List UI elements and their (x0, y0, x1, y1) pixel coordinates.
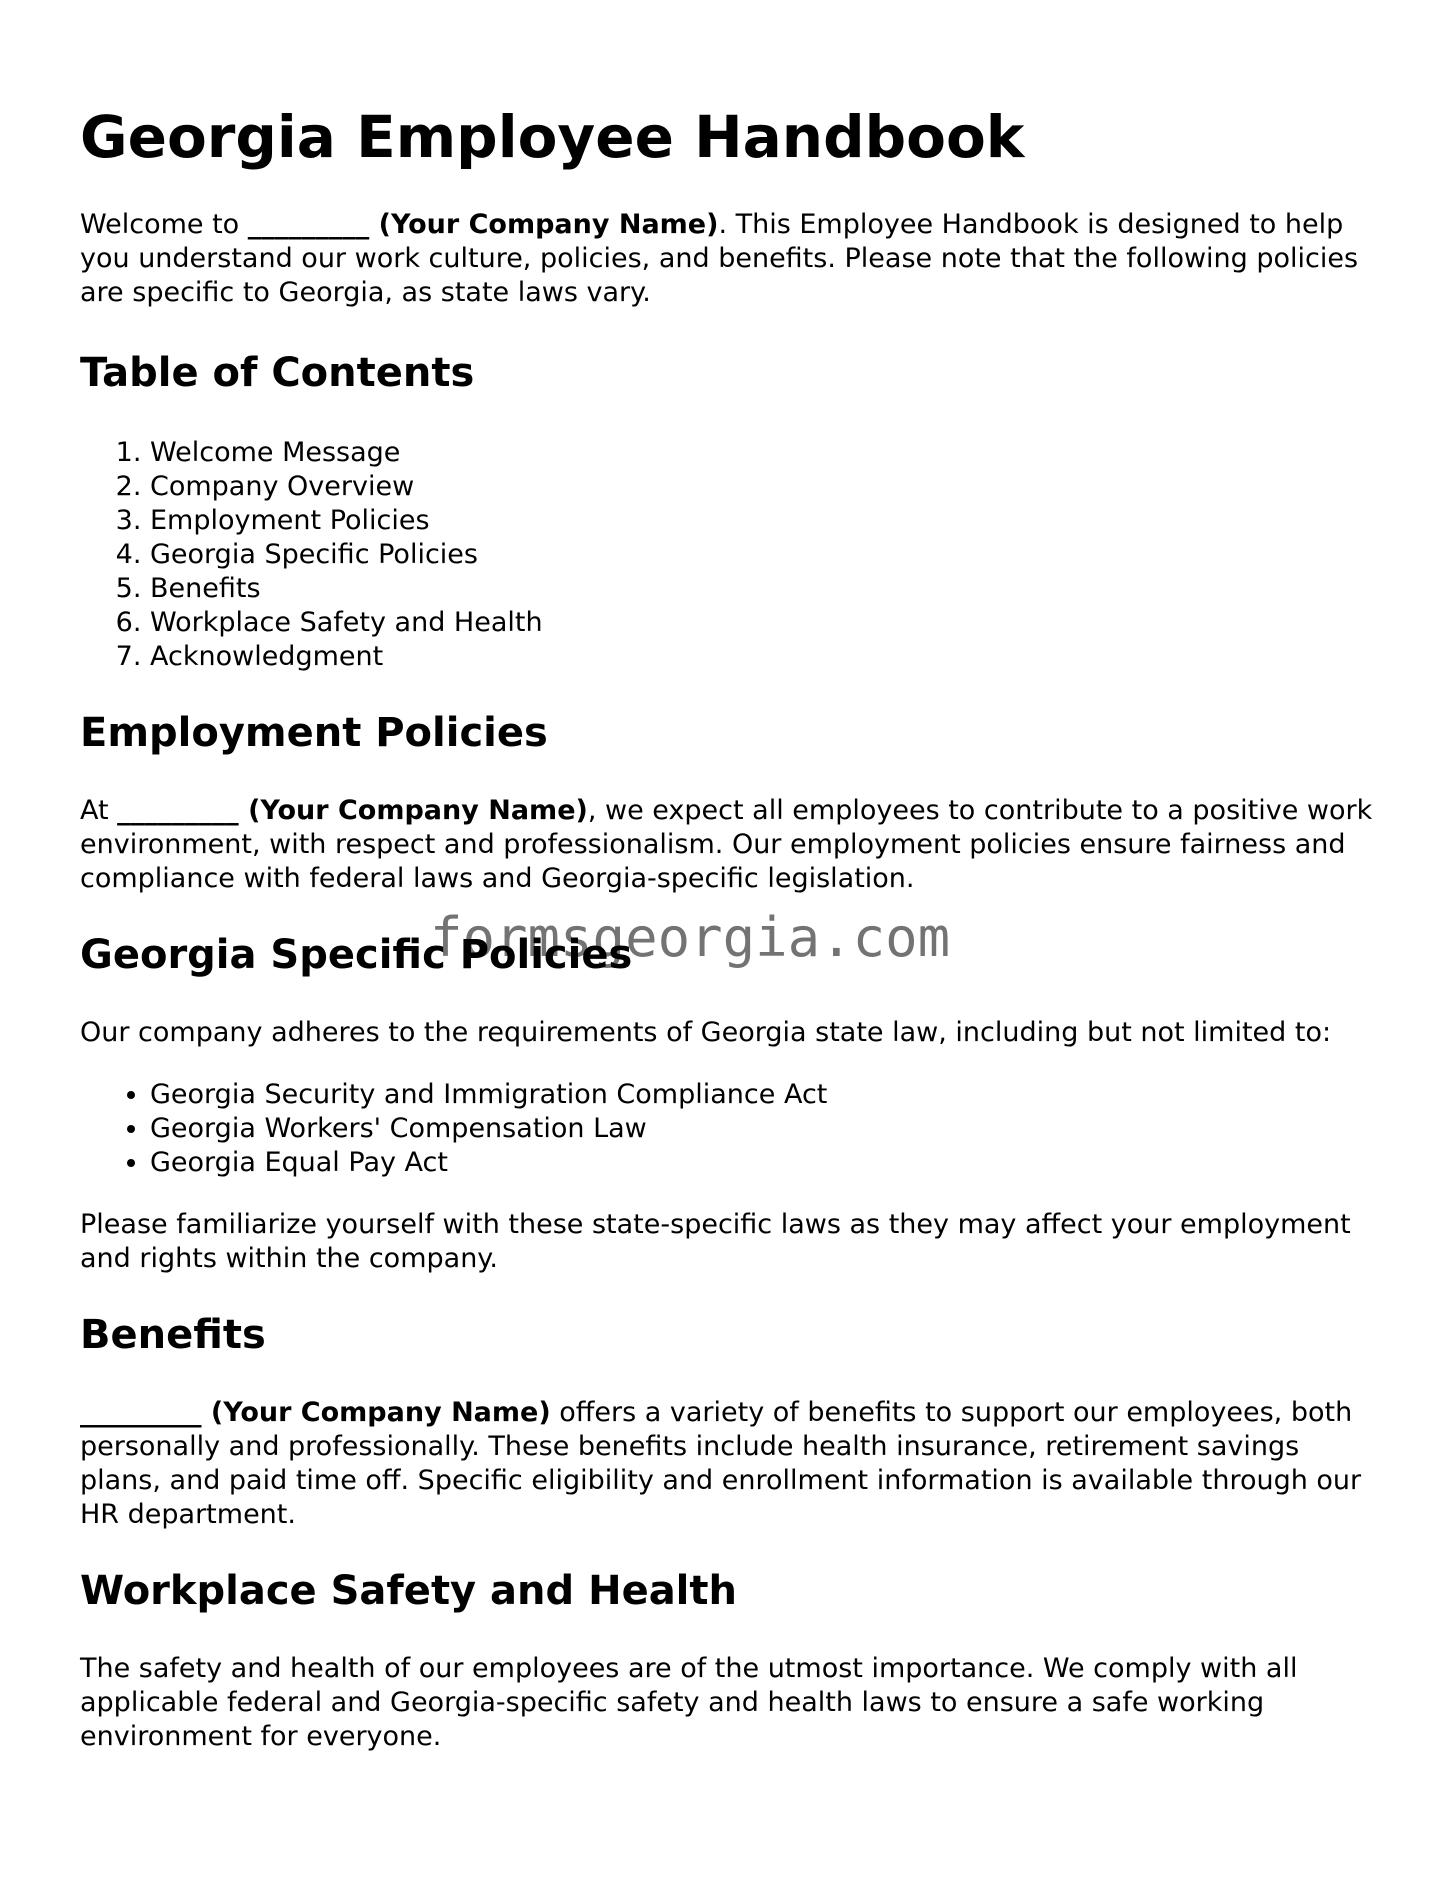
toc-item: 3. Employment Policies (150, 504, 1380, 538)
employment-prefix: At (80, 795, 118, 826)
employment-company-blank (117, 795, 588, 826)
toc-item: 5. Benefits (150, 572, 1380, 606)
watermark: formsgeorgia.com (430, 906, 951, 969)
toc-list (80, 436, 1380, 674)
document-page (80, 0, 1380, 1754)
benefits-paragraph (80, 1396, 1380, 1532)
intro-company-blank (248, 209, 719, 240)
intro-company-name: (Your Company Name) (369, 209, 719, 240)
toc-item: 2. Company Overview (150, 470, 1380, 504)
georgia-policies-paragraph: Our company adheres to the requirements of Georgia state law, including but not limited to: (80, 1017, 1332, 1048)
safety-paragraph: The safety and health of our employees are of the utmost importance. We comply with all applicable federal and Georgia-specific safety and health laws to ensure a safe working environment for everyone. (80, 1653, 1298, 1752)
page-title: Georgia Employee Handbook (80, 103, 1025, 171)
georgia-laws-list (80, 1078, 1380, 1180)
benefits-company-blank (80, 1397, 551, 1428)
safety-heading: Workplace Safety and Health (80, 1568, 737, 1614)
toc-item: 7. Acknowledgment (150, 640, 1380, 674)
list-item: • Georgia Equal Pay Act (150, 1146, 1380, 1180)
toc-item: 1. Welcome Message (150, 436, 1380, 470)
intro-blank: _________ (247, 209, 370, 240)
list-item: • Georgia Security and Immigration Compliance Act (150, 1078, 1380, 1112)
employment-company-name: (Your Company Name) (238, 795, 588, 826)
benefits-suffix: offers a variety of benefits to support our employees, both personally and professionally. These benefits include health insurance, retirement savings plans, and paid time off. Specific eligibility and enrollment information is available through our HR department. (80, 1397, 1362, 1530)
employment-suffix: , we expect all employees to contribute to a positive work environment, with respect and professionalism. Our employment policies ensure fairness and compliance with federal laws and Georgia-specific legislation. (80, 795, 1373, 894)
toc-item: 6. Workplace Safety and Health (150, 606, 1380, 640)
georgia-policies-heading: Georgia Specific Policies (80, 932, 633, 978)
intro-suffix: . This Employee Handbook is designed to help you understand our work culture, policies, and benefits. Please note that the following policies are specific to Georgia, as state laws vary. (80, 209, 1359, 308)
list-item: • Georgia Workers' Compensation Law (150, 1112, 1380, 1146)
toc-item: 4. Georgia Specific Policies (150, 538, 1380, 572)
employment-policies-heading: Employment Policies (80, 710, 548, 756)
intro-prefix: Welcome to (80, 209, 248, 240)
benefits-heading: Benefits (80, 1312, 266, 1358)
georgia-note-paragraph: Please familiarize yourself with these state-specific laws as they may affect your employment and rights within the company. (80, 1209, 1351, 1274)
employment-blank: _________ (117, 795, 239, 826)
toc-heading: Table of Contents (80, 350, 475, 396)
employment-policies-paragraph (80, 794, 1380, 896)
benefits-company-name: (Your Company Name) (201, 1397, 551, 1428)
intro-paragraph (80, 208, 1380, 310)
benefits-blank: _________ (80, 1397, 202, 1428)
